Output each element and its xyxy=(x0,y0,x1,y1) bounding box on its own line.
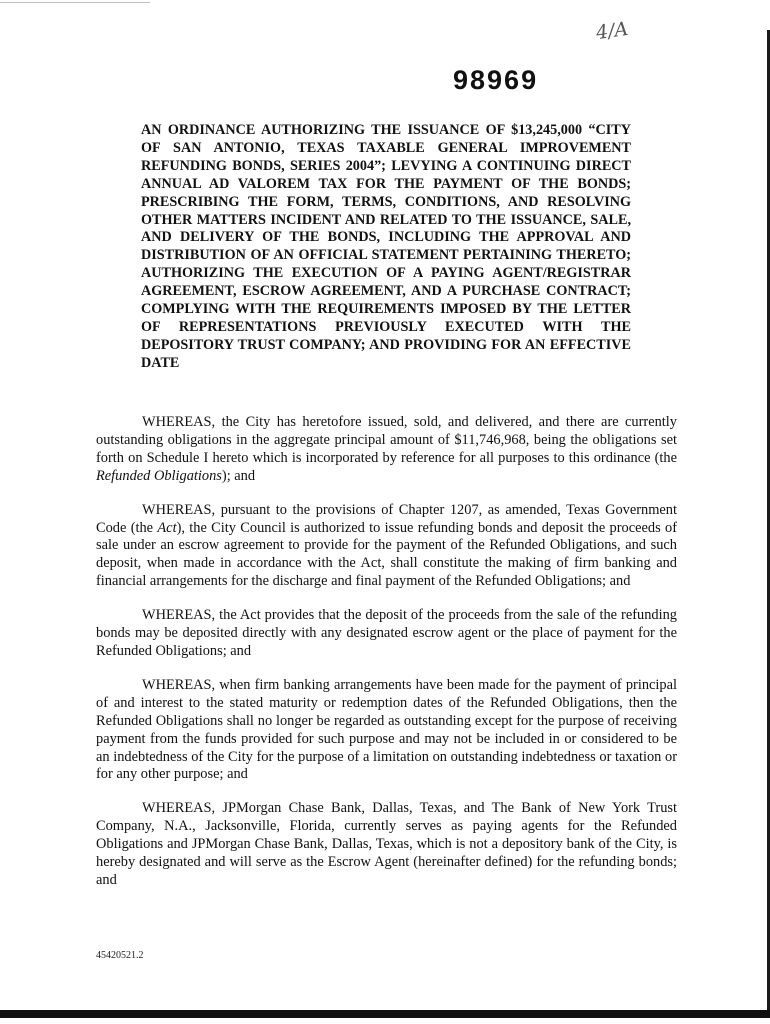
defined-term: Refunded Obligations xyxy=(96,467,222,484)
whereas-paragraph-1: WHEREAS, the City has heretofore issued, sold, and delivered, and there are currently outstanding obligations in the aggregate principal amount of $11,746,968, being the obligations set forth on Schedule I hereto which is incorporated by reference for all purposes to this ordinance (the Refunded Obligations); and xyxy=(96,414,677,484)
whereas-paragraph-2: WHEREAS, pursuant to the provisions of Chapter 1207, as amended, Texas Government Code (the Act), the City Council is authorized to issue refunding bonds and deposit the proceeds of sale under an escrow agreement to provide for the payment of the Refunded Obligations, and such deposit, when made in accordance with the Act, shall constitute the making of firm banking and financial arrangements for the discharge and final payment of the Refunded Obligations; and xyxy=(96,501,677,590)
document-number: 98969 xyxy=(453,65,539,95)
defined-term: Act xyxy=(157,519,177,536)
whereas-paragraph-5: WHEREAS, JPMorgan Chase Bank, Dallas, Texas, and The Bank of New York Trust Company, N.A., Jacksonville, Florida, currently serves as paying agents for the Refunded Obligations and JPMorgan Chase Bank, Dallas, Texas, which is not a depository bank of the City, is hereby designated and will serve as the Escrow Agent (hereinafter defined) for the refunding bonds; and xyxy=(96,800,677,888)
whereas-paragraph-3: WHEREAS, the Act provides that the deposit of the proceeds from the sale of the refunding bonds may be deposited directly with any designated escrow agent or the place of payment for the Refunded Obligations; and xyxy=(96,607,677,659)
handwritten-mark: 4/A xyxy=(594,17,630,45)
whereas-paragraph-4: WHEREAS, when firm banking arrangements have been made for the payment of principal of and interest to the stated maturity or redemption dates of the Refunded Obligations, then the Refunded Obligations shall no longer be regarded as outstanding except for the purpose of receiving payment from the funds provided for such purpose and may not be included in or considered to be an indebtedness of the City for the purpose of a limitation on outstanding indebtedness or taxation or for any other purpose; and xyxy=(96,676,677,783)
scan-bottom-edge xyxy=(0,1010,770,1018)
ordinance-title: AN ORDINANCE AUTHORIZING THE ISSUANCE OF $13,245,000 “CITY OF SAN ANTONIO, TEXAS TAXABLE GENERAL IMPROVEMENT REFUNDING BONDS, SERIES 2004”; LEVYING A CONTINUING DIRECT ANNUAL AD VALOREM TAX FOR THE PAYMENT OF THE BONDS; PRESCRIBING THE FORM, TERMS, CONDITIONS, AND RESOLVING OTHER MATTERS INCIDENT AND RELATED TO THE ISSUANCE, SALE, AND DELIVERY OF THE BONDS, INCLUDING THE APPROVAL AND DISTRIBUTION OF AN OFFICIAL STATEMENT PERTAINING THERETO; AUTHORIZING THE EXECUTION OF A PAYING AGENT/REGISTRAR AGREEMENT, ESCROW AGREEMENT, AND A PURCHASE CONTRACT; COMPLYING WITH THE REQUIREMENTS IMPOSED BY THE LETTER OF REPRESENTATIONS PREVIOUSLY EXECUTED WITH THE DEPOSITORY TRUST COMPANY; AND PROVIDING FOR AN EFFECTIVE DATE xyxy=(141,122,631,371)
ordinance-body xyxy=(96,414,677,906)
document-id-footer: 45420521.2 xyxy=(96,950,144,961)
scan-top-line xyxy=(0,2,150,3)
